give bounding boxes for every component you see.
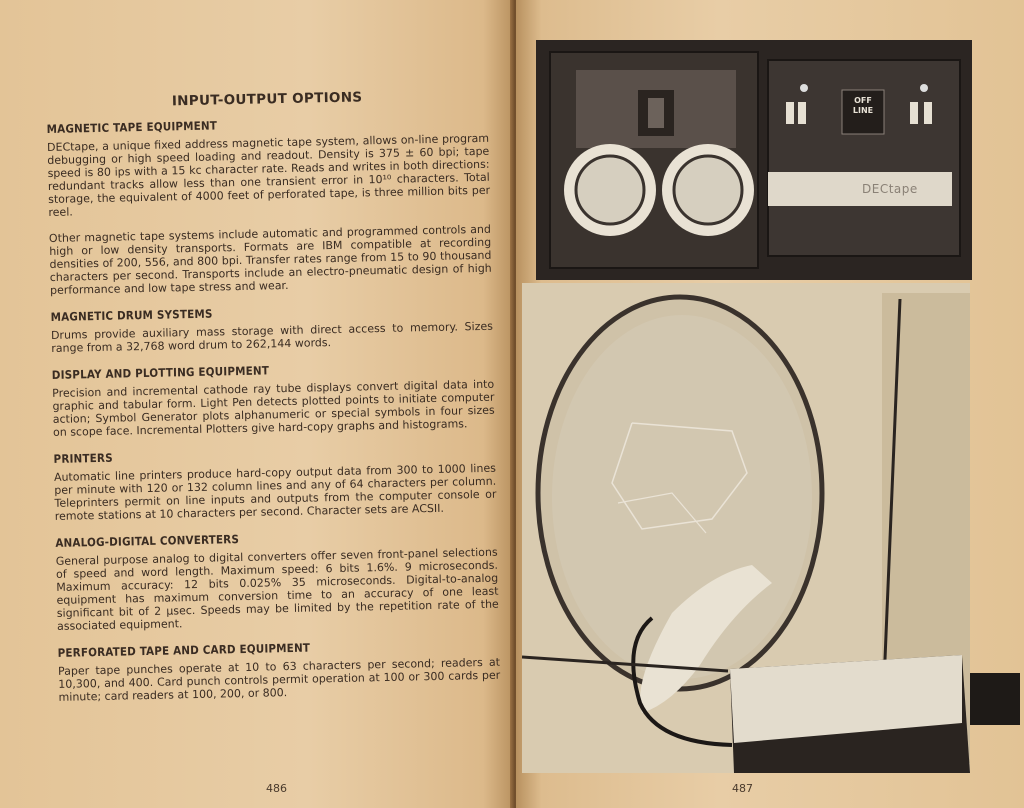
section-display-plotting	[52, 359, 495, 439]
paragraph: Drums provide auxiliary mass storage with direct access to memory. Sizes range from a 32,768 word drum to 262,144 words.	[50, 319, 494, 355]
dectape-photo	[536, 40, 972, 280]
off-line-button-label	[842, 96, 884, 116]
section-analog-digital	[55, 527, 499, 633]
section-heading: MAGNETIC TAPE EQUIPMENT	[46, 118, 218, 136]
paragraph: Paper tape punches operate at 10 to 63 characters per second; readers at 10,300, and 400. Card punch controls permit operation at 100 or 300 cards per minute; card readers at 100, 200, or 800.	[57, 655, 501, 704]
section-perforated-tape	[58, 637, 501, 704]
section-heading: PERFORATED TAPE AND CARD EQUIPMENT	[57, 640, 311, 660]
section-heading: PRINTERS	[53, 450, 113, 466]
paragraph: General purpose analog to digital converters offer seven front-panel selections of speed and word length. Maximum speed: 6 bits 1.6%. 9 microseconds. Maximum accuracy: 12 bits 0.025% 35 microseconds. Digital-to-analog equipment has maximum conversion time to an accuracy of one least significant bit of 2 μsec. Speeds may be limited by the repetition rate of the associated equipment.	[55, 545, 499, 633]
display-scope-illustration	[522, 283, 970, 773]
section-heading: DISPLAY AND PLOTTING EQUIPMENT	[51, 363, 270, 382]
paragraph: Precision and incremental cathode ray tube displays convert digital data into graphic and tabular form. Light Pen detects plotted points to initiate computer action; Symbol Generator plots alphanumeric or special symbols in four sizes on scope face. Incremental Plotters give hard-copy graphs and histograms.	[52, 377, 495, 439]
dectape-brand-label: DECtape	[862, 182, 918, 196]
section-magnetic-drum	[50, 301, 493, 355]
section-magnetic-tape	[47, 113, 493, 297]
section-printers	[53, 443, 496, 523]
paragraph: DECtape, a unique fixed address magnetic tape system, allows on-line program debugging or high speed loading and readout. Density is 375 ± 60 bpi; tape speed is 80 ips with a 15 kc character rate. Reads and writes in both directions: redundant tracks allow less than one transient error in 10¹⁰ characters. Total storage, the equivalent of 4000 feet of perforated tape, is three million bits per reel.	[46, 131, 491, 219]
page-number-left: 486	[266, 782, 287, 795]
text-column	[46, 87, 501, 717]
off-line-label-line1: OFF	[854, 96, 872, 105]
off-line-label-line2: LINE	[852, 106, 874, 115]
page-number-right: 487	[732, 782, 753, 795]
paragraph: Automatic line printers produce hard-copy output data from 300 to 1000 lines per minute with 120 or 132 column lines and any of 64 characters per column. Teleprinters permit on line inputs and outputs from the computer console or remote stations at 10 characters per second. Character sets are ACSII.	[53, 461, 497, 523]
section-heading: ANALOG-DIGITAL CONVERTERS	[55, 532, 240, 550]
page-title: INPUT-OUTPUT OPTIONS	[171, 89, 363, 110]
page-edge-tab	[970, 673, 1020, 725]
paragraph: Other magnetic tape systems include automatic and programmed controls and high or low density transports. Formats are IBM compatible at recording densities of 200, 556, and 800 bpi. Transfer rates range from 15 to 90 thousand characters per second. Transports include an electro-pneumatic design of high performance and low tape stress and wear.	[48, 222, 492, 297]
display-scope-photo	[522, 283, 970, 773]
dectape-unit-illustration	[536, 40, 972, 280]
section-heading: MAGNETIC DRUM SYSTEMS	[50, 306, 213, 324]
